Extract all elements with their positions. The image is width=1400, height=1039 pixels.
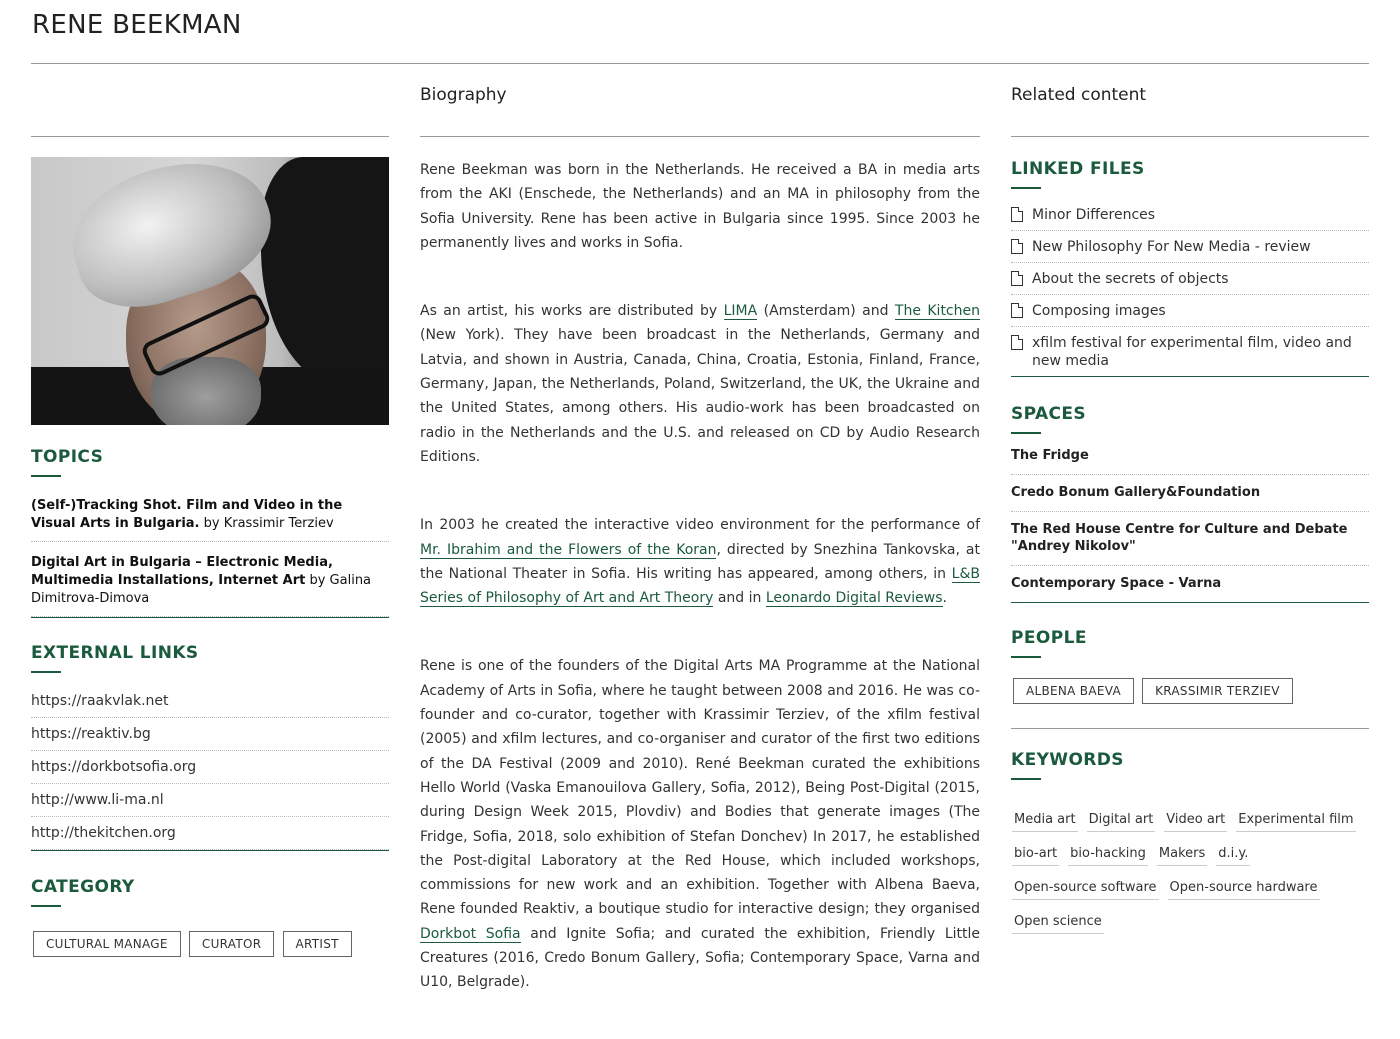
artist-photo [31,157,389,425]
keyword-tag[interactable]: d.i.y. [1216,844,1250,866]
keyword-tag[interactable]: Video art [1164,810,1227,832]
related-content-column [1011,64,1369,944]
space-item[interactable]: Credo Bonum Gallery&Foundation [1011,475,1369,512]
external-link[interactable]: https://dorkbotsofia.org [31,751,389,784]
people-section [1011,628,1369,729]
pdf-file-icon [1011,239,1023,254]
keyword-tag[interactable]: Open-source hardware [1168,878,1320,900]
topic-author: by Krassimir Terziev [199,516,334,531]
person-tag[interactable]: KRASSIMIR TERZIEV [1142,678,1293,704]
category-section [31,877,389,957]
biography-column [420,64,980,1039]
keyword-tag[interactable]: Digital art [1087,810,1156,832]
spaces-heading: SPACES [1011,404,1087,424]
left-column [31,64,389,957]
linked-file[interactable]: About the secrets of objects [1011,263,1369,295]
left-column-header [31,64,389,137]
spaces-section [1011,404,1369,603]
page-title: RENE BEEKMAN [32,10,242,40]
people-heading-bar [1011,656,1041,658]
external-link[interactable]: http://thekitchen.org [31,817,389,850]
external-link[interactable]: https://reaktiv.bg [31,718,389,751]
keyword-tag[interactable]: Open science [1012,912,1104,934]
mr-ibrahim-link[interactable]: Mr. Ibrahim and the Flowers of the Koran [420,541,717,558]
keywords-heading: KEYWORDS [1011,750,1124,770]
category-tag[interactable]: CULTURAL MANAGE [33,931,181,957]
spaces-bottom-rule [1011,602,1369,603]
topics-bottom-rule [31,617,389,618]
the-kitchen-link[interactable]: The Kitchen [894,303,980,320]
pdf-file-icon [1011,303,1023,318]
linked-file[interactable]: xfilm festival for experimental film, video and new media [1011,327,1369,376]
pdf-file-icon [1011,271,1023,286]
biography-text [420,158,980,995]
external-links-heading: EXTERNAL LINKS [31,643,199,663]
external-link[interactable]: http://www.li-ma.nl [31,784,389,817]
topic-title[interactable]: (Self-)Tracking Shot. Film and Video in the Visual Arts in Bulgaria. [31,498,343,531]
external-links-bottom-rule [31,850,389,851]
pdf-file-icon [1011,207,1023,222]
topic-item[interactable] [31,542,389,617]
external-links-heading-bar [31,671,61,673]
topics-heading: TOPICS [31,447,104,467]
keyword-tag[interactable]: bio-art [1012,844,1059,866]
space-item[interactable]: The Red House Centre for Culture and Debate "Andrey Nikolov" [1011,512,1369,566]
category-heading-bar [31,905,61,907]
category-tag[interactable]: CURATOR [189,931,275,957]
bio-paragraph: As an artist, his works are distributed by LIMA (Amsterdam) and The Kitchen (New York). They have been broadcast in the Netherlands, Germany and Latvia, and shown in Austria, Canada, China, Croatia, Estonia, Finland, France, Germany, Japan, the Netherlands, Poland, Switzerland, the UK, the Ukraine and the United States, among others. His audio-work has been broadcasted on radio in the Netherlands and the U.S. and released on CD by Audio Research Editions. [420,303,980,465]
related-content-heading: Related content [1011,64,1369,137]
space-item[interactable]: Contemporary Space - Varna [1011,576,1222,591]
linked-files-heading: LINKED FILES [1011,159,1145,179]
linked-files-heading-bar [1011,187,1041,189]
category-heading: CATEGORY [31,877,135,897]
keyword-tag[interactable]: Experimental film [1236,810,1355,832]
linked-files-bottom-rule [1011,376,1369,377]
bio-paragraph: Rene is one of the founders of the Digital Arts MA Programme at the National Academy of Arts in Sofia, where he taught between 2008 and 2016. He was co-founder and co-curator, together with Krassimir Terziev, of the xfilm festival (2005) and xfilm lectures, and co-organiser and curator of the first two editions of the DA Festival (2009 and 2010). René Beekman curated the exhibitions Hello World (Vaska Emanouilova Gallery, Sofia, 2012), Being Post-Digital (2015, during Design Week 2015, Plovdiv) and Bodies that generate images (The Fridge, Sofia, 2018, solo exhibition of Stefan Donchev) In 2017, he established the Post-digital Laboratory at the Red House, which included workshops, commissions for new work and an exhibition. Together with Albena Baeva, Rene founded Reaktiv, a boutique studio for interactive design; they organised Dorkbot Sofia and Ignite Sofia; and curated the exhibition, Friendly Little Creatures (2016, Credo Bonum Gallery, Sofia; Contemporary Space, Varna and U10, Belgrade). [420,658,981,991]
keyword-tag[interactable]: Media art [1012,810,1078,832]
keyword-tag[interactable]: bio-hacking [1068,844,1148,866]
people-bottom-rule [1011,728,1369,729]
linked-files-section [1011,159,1369,377]
topic-title[interactable]: Digital Art in Bulgaria – Electronic Media, Multimedia Installations, Internet Art [31,555,333,588]
bio-paragraph: In 2003 he created the interactive video environment for the performance of Mr. Ibrahim and the Flowers of the Koran, directed by Snezhina Tankovska, at the National Theater in Sofia. His writing has appeared, among others, in L&B Series of Philosophy of Art and Art Theory and in Leonardo Digital Reviews. [420,517,980,607]
linked-file[interactable]: New Philosophy For New Media - review [1011,231,1369,263]
keywords-section [1011,750,1369,944]
bio-paragraph: Rene Beekman was born in the Netherlands. He received a BA in media arts from the AKI (Enschede, the Netherlands) and an MA in philosophy from the Sofia University. Rene has been active in Bulgaria since 1995. Since 2003 he permanently lives and works in Sofia. [420,162,980,251]
topic-item[interactable] [31,497,389,542]
spaces-heading-bar [1011,432,1041,434]
lb-series-link[interactable]: L&B Series of Philosophy of Art and Art Theory [420,565,980,607]
space-item[interactable]: The Fridge [1011,438,1369,475]
external-link[interactable]: https://raakvlak.net [31,685,389,718]
linked-file[interactable]: Composing images [1011,295,1369,327]
dorkbot-sofia-link[interactable]: Dorkbot Sofia [420,925,521,942]
topics-section [31,447,389,618]
people-heading: PEOPLE [1011,628,1087,648]
keyword-tag[interactable]: Open-source software [1012,878,1159,900]
topic-author: by Galina Dimitrova-Dimova [31,573,372,606]
keywords-heading-bar [1011,778,1041,780]
keyword-tag[interactable]: Makers [1157,844,1207,866]
biography-heading: Biography [420,64,980,137]
external-links-section [31,643,389,851]
leonardo-reviews-link[interactable]: Leonardo Digital Reviews [765,590,943,607]
lima-link[interactable]: LIMA [723,303,758,320]
category-tag[interactable]: ARTIST [283,931,352,957]
linked-file[interactable]: Minor Differences [1011,199,1369,231]
pdf-file-icon [1011,335,1023,350]
topics-heading-bar [31,475,61,477]
person-tag[interactable]: ALBENA BAEVA [1013,678,1134,704]
